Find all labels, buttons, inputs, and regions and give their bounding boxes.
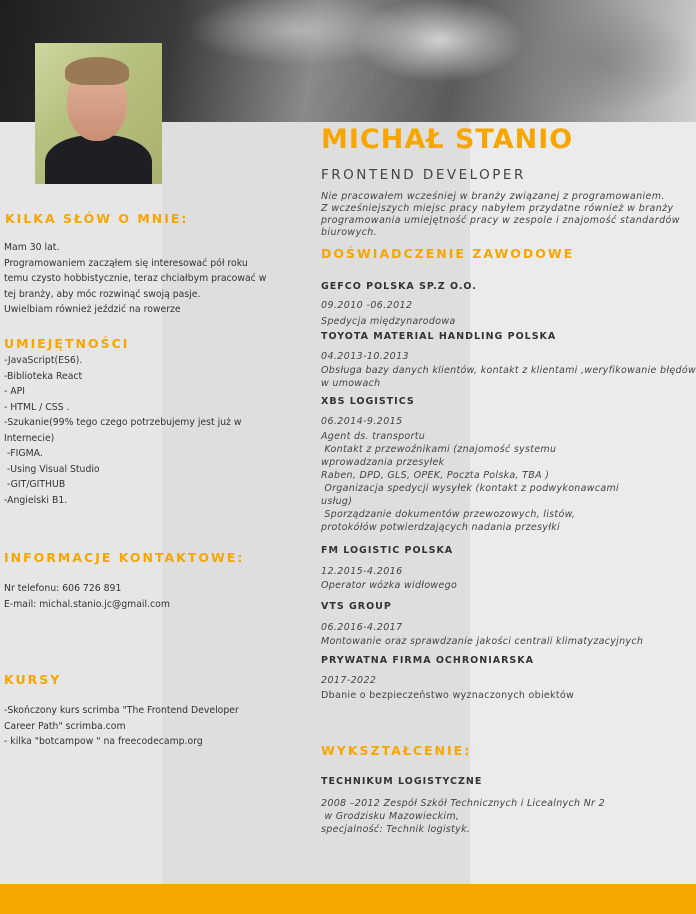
- job-dates: 09.2010 -06.2012: [321, 300, 413, 311]
- job-role: FRONTEND DEVELOPER: [321, 167, 526, 183]
- job-description: Agent ds. transportu Kontakt z przewoźnikami (znajomość systemu wprowadzania przesyłek Raben, DPD, GLS, OPEK, Poczta Polska, TBA ) Organizacja spedycji wysyłek (kontakt z podwykonawcami usług) Sporządzanie dokumentów przewozowych, listów, protokółów potwierdzających nadania przesyłki: [321, 431, 619, 533]
- about-title: KILKA SŁÓW O MNIE:: [5, 211, 189, 226]
- job-company: XBS LOGISTICS: [321, 396, 415, 407]
- job-description: Spedycja międzynarodowa: [321, 316, 456, 327]
- summary-text: Nie pracowałem wcześniej w branży związanej z programowaniem. Z wcześniejszych miejsc pracy nabyłem przydatne również w branży programowania umiejętność pracy w zespole i znajomość standardów biurowych.: [321, 191, 680, 238]
- job-company: TOYOTA MATERIAL HANDLING POLSKA: [321, 331, 557, 342]
- job-company: GEFCO POLSKA SP.Z O.O.: [321, 281, 477, 292]
- job-dates: 04.2013-10.2013: [321, 351, 409, 362]
- profile-photo: [35, 43, 162, 184]
- job-dates: 12.2015-4.2016: [321, 566, 403, 577]
- school-name: TECHNIKUM LOGISTYCZNE: [321, 776, 483, 787]
- person-name: MICHAŁ STANIO: [321, 124, 574, 155]
- education-details: 2008 –2012 Zespół Szkół Technicznych i Licealnych Nr 2 w Grodzisku Mazowieckim, specjalność: Technik logistyk.: [321, 798, 605, 835]
- job-description: Obsługa bazy danych klientów, kontakt z klientami ,weryfikowanie błędów w umowach: [321, 365, 696, 389]
- job-company: VTS GROUP: [321, 601, 392, 612]
- job-dates: 2017-2022: [321, 675, 377, 686]
- email-text: E-mail: michal.stanio.jc@gmail.com: [4, 598, 170, 610]
- job-dates: 06.2014-9.2015: [321, 416, 403, 427]
- job-description: Dbanie o bezpieczeństwo wyznaczonych obiektów: [321, 690, 575, 701]
- courses-title: KURSY: [4, 672, 62, 687]
- skills-title: UMIEJĘTNOŚCI: [4, 336, 130, 351]
- experience-title: DOŚWIADCZENIE ZAWODOWE: [321, 246, 575, 261]
- courses-list: -Skończony kurs scrimba "The Frontend Developer Career Path" scrimba.com - kilka "botcampow " na freecodecamp.org: [4, 705, 239, 747]
- job-description: Montowanie oraz sprawdzanie jakości centrali klimatyzacyjnych: [321, 636, 644, 647]
- about-text: Mam 30 lat. Programowaniem zacząłem się interesować pół roku temu czysto hobbistycznie, teraz chciałbym pracować w tej branży, aby móc rozwinąć swoją pasje. Uwielbiam również jeździć na rowerze: [4, 242, 267, 315]
- job-dates: 06.2016-4.2017: [321, 622, 403, 633]
- job-company: PRYWATNA FIRMA OCHRONIARSKA: [321, 655, 534, 666]
- job-description: Operator wózka widłowego: [321, 580, 458, 591]
- footer-bar: [0, 884, 696, 914]
- job-company: FM LOGISTIC POLSKA: [321, 545, 454, 556]
- contact-title: INFORMACJE KONTAKTOWE:: [4, 550, 245, 565]
- phone-text: Nr telefonu: 606 726 891: [4, 583, 122, 594]
- contact-info: [4, 581, 170, 612]
- skills-list: -JavaScript(ES6). -Biblioteka React - API - HTML / CSS . -Szukanie(99% tego czego potrzebujemy jest już w Internecie) -FIGMA. -Using Visual Studio -GIT/GITHUB -Angielski B1.: [4, 355, 242, 506]
- education-title: WYKSZTAŁCENIE:: [321, 743, 472, 758]
